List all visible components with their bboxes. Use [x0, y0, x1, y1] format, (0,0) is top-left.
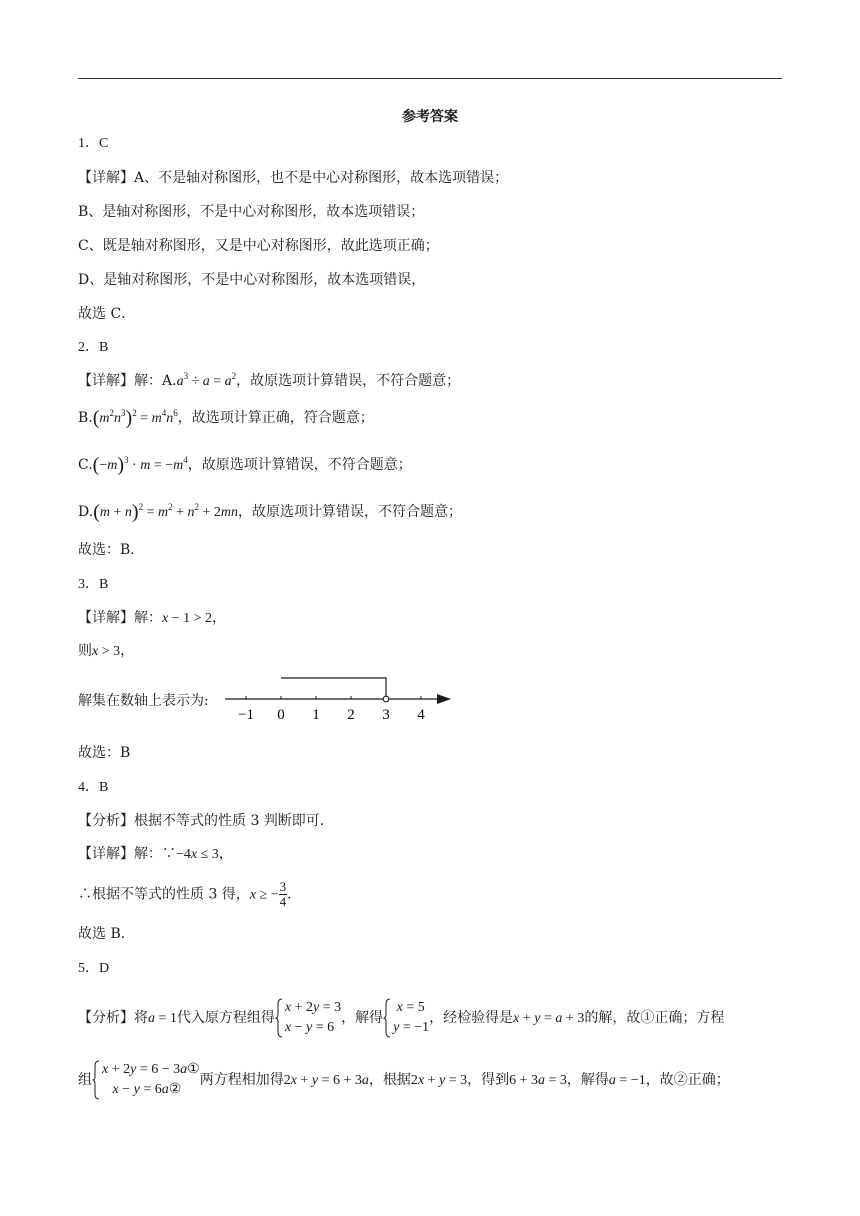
number-line	[225, 670, 465, 728]
q1-line3: C、既是轴对称图形，又是中心对称图形，故此选项正确；	[78, 238, 439, 254]
q1-line4: D、是轴对称图形，不是中心对称图形，故本选项错误，	[78, 272, 426, 288]
q4-number: 4．B	[78, 780, 109, 795]
q3-number: 3．B	[78, 577, 109, 592]
q5-answer	[78, 958, 109, 979]
q3-line3: 解集在数轴上表示为:	[78, 693, 209, 709]
q1-line5: 故选 C．	[78, 306, 136, 322]
q3-answer	[78, 574, 108, 595]
q3-line1: 【详解】解：x − 1 > 2，	[78, 610, 227, 626]
q1-line2: B、是轴对称图形，不是中心对称图形，故本选项错误；	[78, 204, 425, 220]
q2-line1: 【详解】解：$A.a^3 \div a = a^2$，故原选项计算错误，不符合题意；	[78, 371, 461, 389]
q2-line2: $B.(m^2n^3)^2 = m^4n^6$，故选项计算正确，符合题意；	[78, 407, 374, 429]
q2-answer	[78, 337, 108, 358]
q2-line5: 故选：B．	[78, 542, 145, 558]
q3-line4: 故选：B	[78, 745, 131, 761]
q4-line3: ∴根据不等式的性质 3 得，x ≥ − $\frac{3}{4}$ ．	[78, 879, 302, 909]
header-rule	[78, 78, 782, 79]
solution-bracket	[281, 678, 386, 699]
q1-line1: 【详解】A、不是轴对称图形，也不是中心对称图形，故本选项错误；	[78, 170, 509, 186]
q2-number: 2．B	[78, 340, 109, 355]
q5-line1: 【分析】将a = 1代入原方程组得 x + 2y = 3 x − y = 6 ，解得 x = 5 y = −1 ，经检验得是x + y = a + 3的解，故①正确；方程	[78, 996, 724, 1041]
equation-system-3: x + 2y = 6 − 3a① x − y = 6a②	[92, 1060, 200, 1100]
q2-line4: $D.(m + n)^2 = m^2 + n^2 + 2mn$，故原选项计算错误，不符合题意；	[78, 501, 463, 523]
equation-system-1: x + 2y = 3 x − y = 6	[275, 998, 341, 1038]
q3-line2: 则x > 3，	[78, 643, 135, 659]
q1-number: 1．C	[78, 136, 109, 151]
equation-system-2: x = 5 y = −1	[383, 998, 429, 1038]
q2-line3: $C.(-m)^3 \cdot m = -m^4$，故原选项计算错误，不符合题意；	[78, 454, 412, 476]
page-title: 参考答案	[402, 109, 458, 125]
q4-line4: 故选 B．	[78, 926, 135, 942]
tick-label: 3	[382, 707, 390, 723]
q1-answer	[78, 133, 108, 154]
tick-label: 0	[277, 707, 285, 723]
tick-label: 2	[347, 707, 355, 723]
tick-label: −1	[238, 707, 254, 723]
arrow-head	[437, 694, 451, 704]
tick-label: 1	[312, 707, 320, 723]
tick-label: 4	[417, 707, 425, 723]
q5-number: 5．D	[78, 961, 110, 976]
q4-line2: 【详解】解：∵−4x ≤ 3，	[78, 846, 233, 862]
q4-line1: 【分析】根据不等式的性质 3 判断即可．	[78, 813, 334, 829]
q4-answer	[78, 777, 108, 798]
open-circle-3	[383, 696, 389, 702]
fraction: $\frac{3}{4}$	[279, 879, 287, 909]
q5-line2: 组 x + 2y = 6 − 3a① x − y = 6a② 两方程相加得2x + y = 6 + 3a，根据2x + y = 3，得到6 + 3a = 3，解得a = −1，故②正确；	[78, 1058, 730, 1103]
